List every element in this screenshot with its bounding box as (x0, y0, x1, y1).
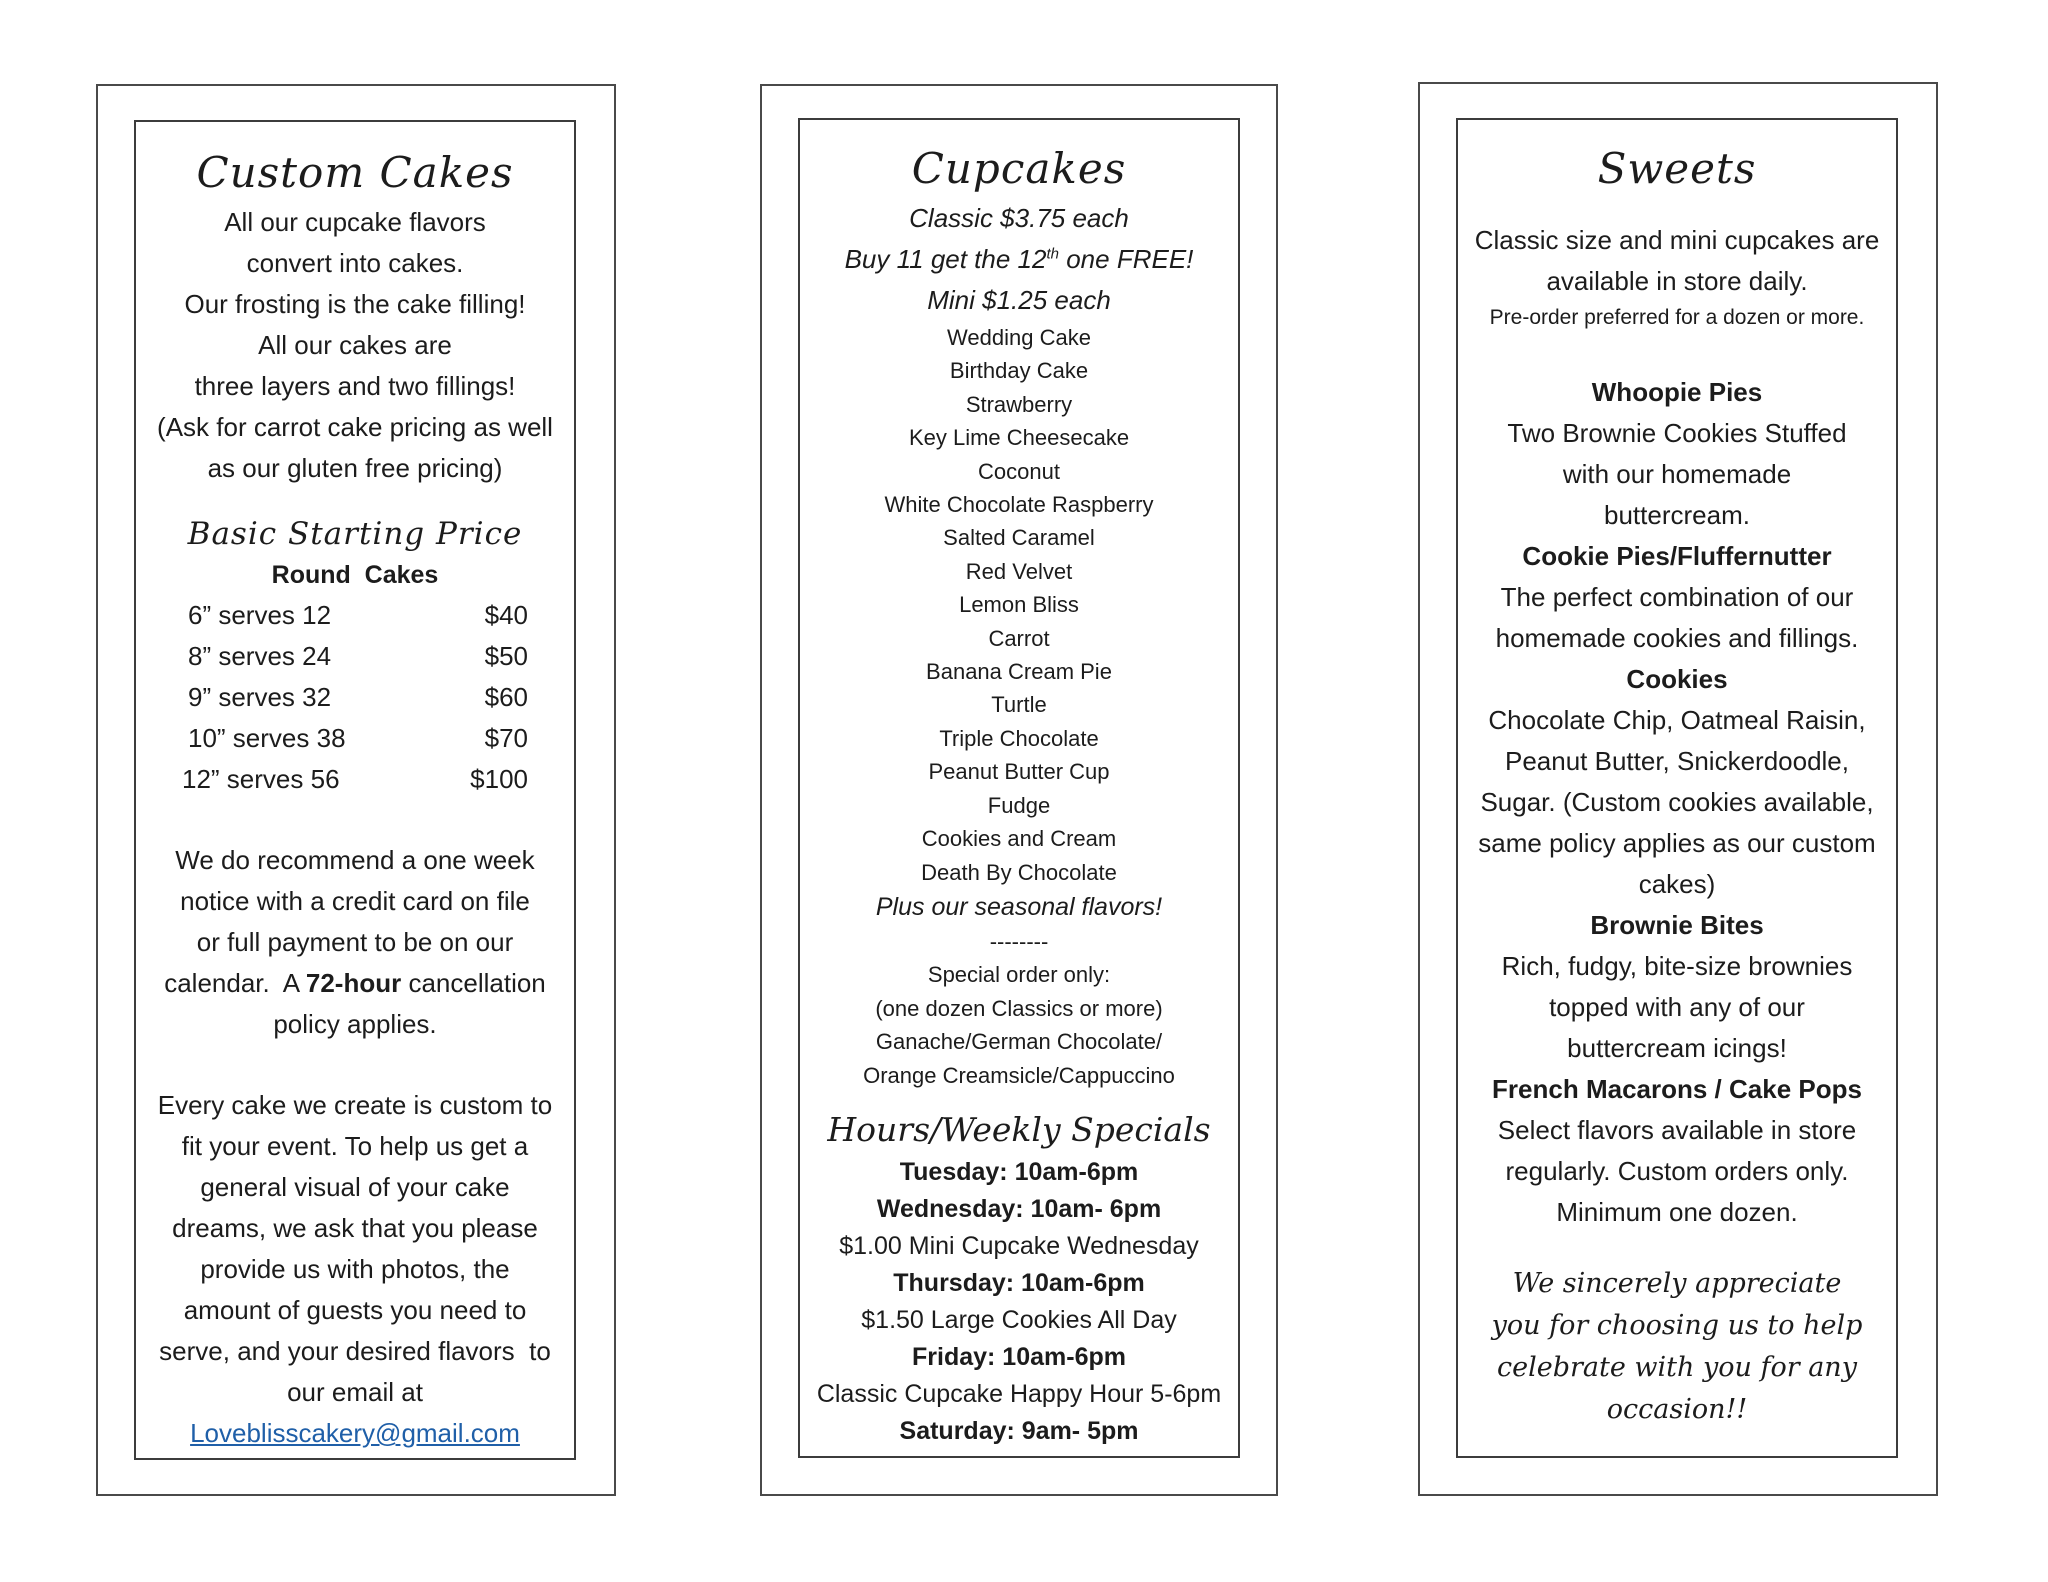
flavor-item: Banana Cream Pie (926, 659, 1112, 685)
section-line: homemade cookies and fillings. (1495, 623, 1859, 653)
closing-line: occasion!! (1606, 1394, 1748, 1425)
price-row (136, 595, 574, 636)
info-line: dreams, we ask that you please (172, 1213, 538, 1243)
dozen-deal (800, 239, 1238, 280)
cupcakes-title: Cupcakes (911, 144, 1127, 193)
section-line: Sugar. (Custom cookies available, (1480, 787, 1874, 817)
cake-price: $40 (484, 600, 528, 630)
cake-size: 10” serves 38 (188, 723, 346, 753)
flavor-item: Key Lime Cheesecake (908, 425, 1130, 451)
custom-cakes-intro (136, 202, 574, 489)
special-order-line: Orange Creamsicle/Cappuccino (863, 1062, 1175, 1088)
info-line: our email at (287, 1377, 423, 1407)
info-line: fit your event. To help us get a (181, 1131, 529, 1161)
flavor-item: Wedding Cake (947, 325, 1091, 350)
section-heading: Cookie Pies/Fluffernutter (1522, 541, 1832, 571)
closing-line: celebrate with you for any (1497, 1352, 1857, 1383)
policy-text: calendar. A (164, 968, 306, 998)
custom-cake-info (136, 1085, 574, 1413)
intro-line: All our cupcake flavors (224, 207, 486, 237)
intro-line: three layers and two fillings! (194, 371, 516, 401)
special-line: Classic Cupcake Happy Hour 5-6pm (816, 1379, 1222, 1408)
special-line: $1.50 Large Cookies All Day (861, 1305, 1177, 1334)
section-line: Minimum one dozen. (1556, 1197, 1798, 1227)
sweets-section (1458, 536, 1896, 659)
divider: -------- (989, 928, 1049, 954)
custom-cakes-panel (96, 84, 616, 1496)
sweets-intro: Classic size and mini cupcakes are (1474, 225, 1880, 255)
flavor-item: Cookies and Cream (921, 826, 1117, 852)
special-order-line: (one dozen Classics or more) (875, 995, 1163, 1021)
intro-line: convert into cakes. (246, 248, 464, 278)
flavor-item: Coconut (978, 458, 1060, 484)
intro-line: Our frosting is the cake filling! (184, 289, 526, 319)
flavor-list (800, 321, 1238, 889)
flavor-item: Carrot (988, 625, 1050, 651)
policy-line: We do recommend a one week (175, 845, 535, 875)
section-line: regularly. Custom orders only. (1505, 1156, 1849, 1186)
booking-policy (136, 840, 574, 1045)
cupcakes-frame (798, 118, 1240, 1458)
flavor-item: Salted Caramel (943, 525, 1095, 551)
hours-line: Tuesday: 10am-6pm (899, 1157, 1139, 1186)
mini-price: Mini $1.25 each (927, 285, 1111, 315)
flavor-item: Triple Chocolate (939, 725, 1099, 751)
closing-message (1458, 1263, 1896, 1431)
section-line: Rich, fudgy, bite-size brownies (1501, 951, 1853, 981)
sweets-frame (1456, 118, 1898, 1458)
sweets-intro: available in store daily. (1546, 266, 1808, 296)
sweets-section (1458, 1069, 1896, 1233)
custom-cakes-title: Custom Cakes (196, 148, 514, 197)
hours-line: Thursday: 10am-6pm (893, 1268, 1145, 1297)
info-line: serve, and your desired flavors to (159, 1336, 551, 1366)
custom-cakes-frame (134, 120, 576, 1460)
hours-line: Wednesday: 10am- 6pm (876, 1194, 1162, 1223)
special-order-list (800, 958, 1238, 1092)
cake-size: 9” serves 32 (188, 682, 332, 712)
sweets-section (1458, 659, 1896, 905)
section-line: cakes) (1638, 869, 1716, 899)
info-line: amount of guests you need to (183, 1295, 527, 1325)
info-line: provide us with photos, the (200, 1254, 510, 1284)
intro-line: (Ask for carrot cake pricing as well (157, 412, 553, 442)
hours-title: Hours/Weekly Specials (827, 1109, 1211, 1149)
flavor-item: Peanut Butter Cup (928, 759, 1110, 785)
section-line: buttercream. (1604, 500, 1750, 530)
cake-price: $100 (470, 764, 528, 794)
policy-line: or full payment to be on our (196, 927, 514, 957)
flavor-item: Strawberry (965, 391, 1073, 417)
cancellation-hours: 72-hour (305, 968, 402, 998)
section-line: Two Brownie Cookies Stuffed (1507, 418, 1847, 448)
sweets-section (1458, 905, 1896, 1069)
section-heading: Whoopie Pies (1591, 377, 1763, 407)
deal-text: one FREE! (1059, 244, 1194, 274)
flavor-item: Fudge (987, 792, 1051, 818)
info-line: general visual of your cake (200, 1172, 510, 1202)
policy-line (136, 963, 574, 1004)
intro-line: All our cakes are (258, 330, 452, 360)
policy-line: policy applies. (273, 1009, 437, 1039)
deal-superscript: th (1046, 245, 1059, 263)
section-line: same policy applies as our custom (1478, 828, 1876, 858)
sweets-panel (1418, 82, 1938, 1496)
price-subheading: Round Cakes (271, 561, 439, 589)
section-line: Peanut Butter, Snickerdoodle, (1504, 746, 1849, 776)
flavor-item: White Chocolate Raspberry (884, 492, 1154, 518)
cupcakes-panel (760, 84, 1278, 1496)
price-row (136, 677, 574, 718)
classic-price: Classic $3.75 each (909, 203, 1129, 233)
closing-line: We sincerely appreciate (1512, 1268, 1842, 1299)
section-line: The perfect combination of our (1500, 582, 1854, 612)
cake-size: 6” serves 12 (188, 600, 332, 630)
sweets-section (1458, 372, 1896, 536)
section-heading: Brownie Bites (1590, 910, 1764, 940)
section-line: Chocolate Chip, Oatmeal Raisin, (1488, 705, 1866, 735)
cake-price: $50 (484, 641, 528, 671)
flavor-item: Red Velvet (965, 558, 1073, 584)
flavor-item: Lemon Bliss (959, 592, 1079, 618)
price-heading: Basic Starting Price (187, 516, 523, 552)
sweets-title: Sweets (1597, 144, 1757, 193)
closing-line: you for choosing us to help (1491, 1310, 1863, 1341)
price-table (136, 595, 574, 800)
hours-list (800, 1154, 1238, 1450)
cake-size: 12” serves 56 (182, 764, 340, 794)
hours-line: Saturday: 9am- 5pm (899, 1416, 1139, 1445)
section-line: Select flavors available in store (1497, 1115, 1857, 1145)
cake-size: 8” serves 24 (188, 641, 332, 671)
flavor-item: Turtle (991, 692, 1047, 718)
info-line: Every cake we create is custom to (157, 1090, 553, 1120)
deal-text: Buy 11 get the 12 (844, 244, 1047, 274)
cake-price: $70 (484, 723, 528, 753)
intro-line: as our gluten free pricing) (207, 453, 503, 483)
special-order-line: Special order only: (927, 962, 1111, 988)
cake-price: $60 (484, 682, 528, 712)
flavor-item: Death By Chocolate (921, 859, 1117, 885)
hours-line: Friday: 10am-6pm (912, 1342, 1126, 1371)
section-heading: French Macarons / Cake Pops (1492, 1074, 1862, 1104)
price-row (136, 718, 574, 759)
policy-text: cancellation (401, 968, 546, 998)
special-order-line: Ganache/German Chocolate/ (875, 1029, 1163, 1055)
preorder-note: Pre-order preferred for a dozen or more. (1489, 306, 1865, 329)
email-link[interactable]: Loveblisscakery@gmail.com (190, 1418, 520, 1448)
section-line: topped with any of our (1549, 992, 1805, 1022)
price-row (136, 759, 574, 800)
special-line: $1.00 Mini Cupcake Wednesday (839, 1231, 1199, 1260)
price-row (136, 636, 574, 677)
section-line: buttercream icings! (1567, 1033, 1787, 1063)
section-heading: Cookies (1626, 664, 1728, 694)
seasonal-note: Plus our seasonal flavors! (875, 892, 1163, 921)
section-line: with our homemade (1562, 459, 1792, 489)
flavor-item: Birthday Cake (949, 358, 1089, 384)
policy-line: notice with a credit card on file (180, 886, 530, 916)
